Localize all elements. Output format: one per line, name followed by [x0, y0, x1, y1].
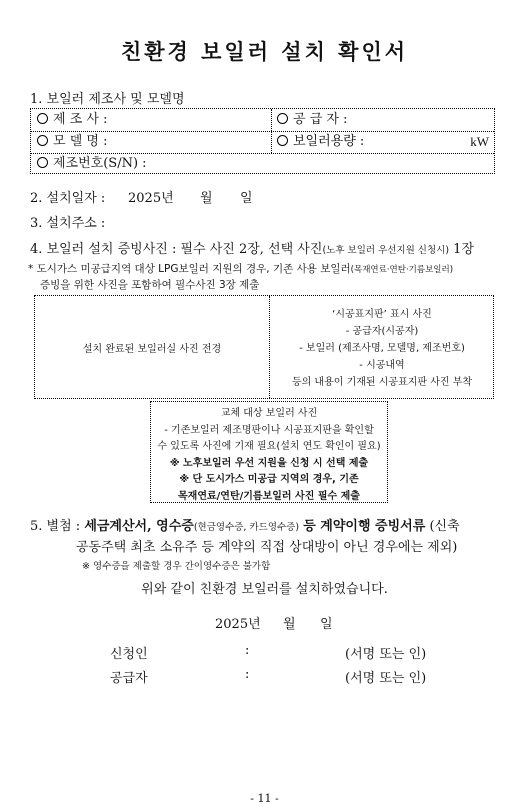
document-title: 친환경 보일러 설치 확인서	[120, 39, 409, 64]
radio-circle-icon[interactable]	[277, 135, 288, 146]
install-date-day[interactable]: 일	[240, 191, 253, 206]
section4-note-line1: * 도시가스 미공급지역 대상 LPG보일러 지원의 경우, 기존 사용 보일러(목재연료·연탄·기름보일러)	[28, 263, 454, 275]
section5-line2: 공동주택 최초 소유주 등 계약의 직접 상대방이 아닌 경우에는 제외)	[76, 540, 458, 555]
serial-field[interactable]: 제조번호(S/N) :	[31, 153, 495, 175]
section5-note: ※ 영수증을 제출할 경우 간이영수증은 불가함	[82, 561, 271, 572]
section5-line1: 5. 별첨 : 세금계산서, 영수증(현금영수증, 카드영수증) 등 계약이행 증빙서류 (신축	[30, 519, 460, 534]
radio-circle-icon[interactable]	[37, 113, 48, 124]
install-date-month[interactable]: 월	[200, 191, 213, 206]
sign-date-month[interactable]: 월	[283, 617, 296, 632]
applicant-colon: :	[245, 643, 250, 658]
confirmation-statement: 위와 같이 친환경 보일러를 설치하였습니다.	[141, 582, 388, 597]
supplier-colon: :	[245, 667, 250, 682]
radio-circle-icon[interactable]	[277, 113, 288, 124]
section1-heading: 1. 보일러 제조사 및 모델명	[30, 92, 185, 107]
supplier-signature-field[interactable]: (서명 또는 인)	[345, 671, 427, 686]
install-address-label: 3. 설치주소 :	[30, 216, 106, 231]
boiler-room-photo-slot[interactable]: 설치 완료된 보일러실 사진 전경	[82, 343, 222, 355]
install-date-label: 2. 설치일자 :	[30, 191, 106, 206]
section4-note-line2: 증빙을 위한 사진을 포함하여 필수사진 3장 제출	[40, 279, 260, 291]
model-field[interactable]: 모 델 명 :	[31, 131, 271, 153]
page-number: - 11 -	[250, 792, 279, 805]
supplier-label: 공급자	[110, 671, 148, 686]
radio-circle-icon[interactable]	[37, 135, 48, 146]
install-date-year[interactable]: 2025년	[128, 191, 174, 206]
sign-date-year[interactable]: 2025년	[215, 617, 261, 632]
supplier-field[interactable]: 공 급 자 :	[271, 109, 495, 131]
info-row-2	[31, 131, 494, 154]
manufacturer-info-table	[30, 108, 495, 174]
capacity-unit: kW	[470, 134, 489, 149]
radio-circle-icon[interactable]	[37, 157, 48, 168]
capacity-field[interactable]: 보일러용량 : kW	[271, 131, 495, 153]
sign-date-day[interactable]: 일	[320, 617, 333, 632]
info-row-3	[31, 153, 494, 175]
applicant-label: 신청인	[110, 647, 148, 662]
photo-attachment-box	[34, 295, 494, 399]
construction-sign-photo-slot[interactable]: ‘시공표지판’ 표시 사진 - 공급자(시공자) - 보일러 (제조사명, 모델명, 제조번호) - 시공내역 등의 내용이 기재된 시공표지판 사진 부착	[291, 309, 473, 388]
manufacturer-field[interactable]: 제 조 사 :	[31, 109, 271, 131]
info-row-1	[31, 109, 494, 132]
section4-heading: 4. 보일러 설치 증빙사진 : 필수 사진 2장, 선택 사진(노후 보일러 우선지원 신청시) 1장	[30, 242, 475, 257]
replaced-boiler-photo-slot[interactable]: 교체 대상 보일러 사진 - 기존보일러 제조명판이나 시공표지판을 확인할 수 있도록 사진에 기재 필요(설치 연도 확인이 필요) ※ 노후보일러 우선 지원을 신청 시 선택 제출 ※ 단 도시가스 미공급 지역의 경우, 기존 목재연료/연탄/기름보일러 사진 필수 제출	[150, 401, 388, 503]
applicant-signature-field[interactable]: (서명 또는 인)	[345, 647, 427, 662]
install-date-row	[30, 187, 105, 206]
